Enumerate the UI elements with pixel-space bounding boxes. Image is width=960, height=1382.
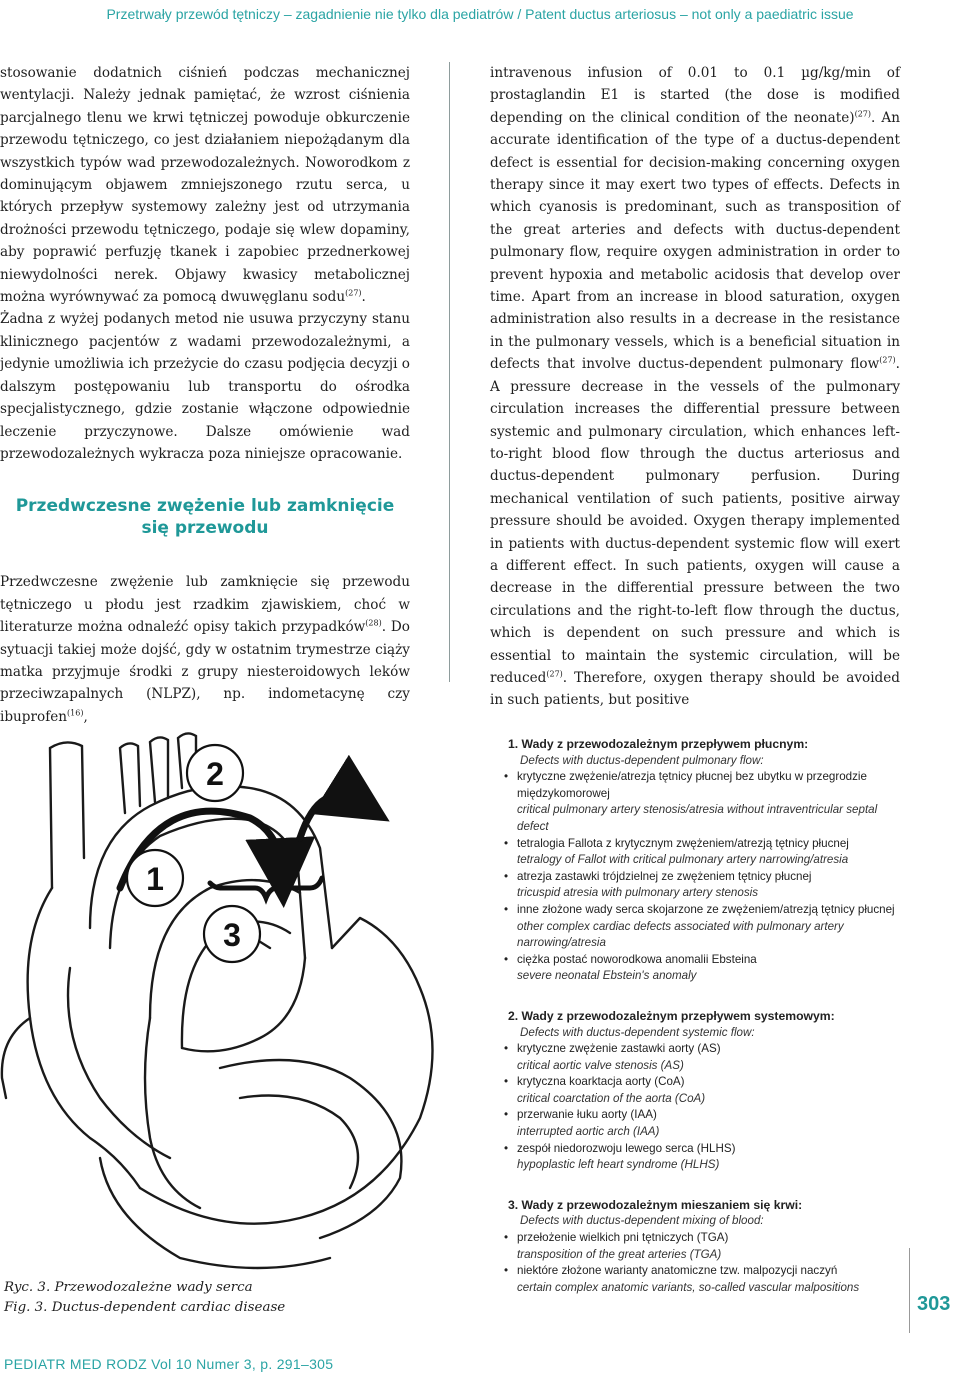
citation: (27) — [345, 288, 362, 298]
column-divider — [449, 62, 450, 682]
running-head: Przetrwały przewód tętniczy – zagadnienie nie tylko dla pediatrów / Patent ductus arteriosus – not only a paediatric issue — [106, 6, 854, 22]
legend-item: • krytyczne zwężenie/atrezja tętnicy płucnej bez ubytku w przegrodzie międzykomorowej critical pulmonary artery stenosis/atresia without intraventricular septal defect — [500, 769, 900, 835]
legend-group-1 — [500, 736, 900, 985]
legend-item: • inne złożone wady serca skojarzone ze zwężeniem/atrezją tętnicy płucnej other complex cardiac defects associated with pulmonary artery narrowing/atresia — [500, 902, 900, 952]
left-paragraph-3: Przedwczesne zwężenie lub zamknięcie się przewodu tętniczego u płodu jest rzadkim zjawiskiem, choć w literaturze można odnaleźć opisy takich przypadków$^{(28)}$. Do sytuacji takiej może dojść, gdy w ostatnim trymestrze ciąży matka przyjmuje środki z grupy niesteroidowych leków przeciwzapalnych (NLPZ), np. indometacynę czy ibuprofen$^{(16)}$, — [0, 574, 410, 725]
legend-group-subtitle: Defects with ductus-dependent mixing of blood: — [520, 1214, 764, 1228]
legend-item: • krytyczne zwężenie zastawki aorty (AS) critical aortic valve stenosis (AS) — [500, 1041, 900, 1074]
defect-legend — [500, 736, 900, 1319]
journal-footer: PEDIATR MED RODZ Vol 10 Numer 3, p. 291–305 — [4, 1356, 334, 1372]
left-paragraph-2: Żadna z wyżej podanych metod nie usuwa przyczyny stanu klinicznego pacjentów z wadami przewodozależnymi, a jedynie umożliwia ich przeżycie do czasu podjęcia decyzji o dalszym postępowaniu lub transportu do ośrodka specjalistycznego, gdzie zostanie włączone odpowiednie leczenie przyczynowe. Dalsze omówienie wad przewodozależnych wykracza poza niniejsze opracowanie. — [0, 311, 410, 462]
label-3: 3 — [223, 917, 241, 953]
legend-group-title: 1. Wady z przewodozależnym przepływem płucnym: — [508, 737, 809, 751]
left-column — [0, 62, 410, 728]
page-number: 303 — [917, 1293, 951, 1315]
citation: (28) — [365, 618, 382, 628]
right-column — [490, 62, 900, 712]
legend-group-subtitle: Defects with ductus-dependent systemic flow: — [520, 1025, 755, 1039]
heart-illustration — [0, 718, 465, 1278]
section-heading: Przedwczesne zwężenie lub zamknięcie się przewodu — [15, 496, 395, 539]
legend-group-3 — [500, 1197, 900, 1297]
left-paragraph-1: stosowanie dodatnich ciśnień podczas mechanicznej wentylacji. Należy jednak pamiętać, że wzrost ciśnienia parcjalnego tlenu we krwi tętniczej powoduje obkurczenie przewodu tętniczego, co jest działaniem niepożądanym dla wszystkich typów wad przewodozależnych. Noworodkom z dominującym objawem zmniejszonego rzutu serca, u których przepływ systemowy zależny jest od utrzymania drożności przewodu tętniczego, podaje się wlew dopaminy, aby poprawić perfuzję tkanek i zapobiec przednerkowej niewydolności nerek. Objawy kwasicy metabolicznej można wyrównywać za pomocą dwuwęglanu sodu$^{(27)}$. — [0, 65, 410, 306]
legend-item: • przełożenie wielkich pni tętniczych (TGA) transposition of the great arteries (TGA) — [500, 1230, 900, 1263]
citation: (16) — [67, 708, 84, 718]
figure-caption — [4, 1278, 285, 1318]
legend-group-title: 3. Wady z przewodozależnym mieszaniem się krwi: — [508, 1197, 803, 1212]
legend-item: • tetralogia Fallota z krytycznym zwężeniem/atrezją tętnicy płucnej tetralogy of Fallot with critical pulmonary artery narrowing/atresia — [500, 836, 900, 869]
legend-group-subtitle: Defects with ductus-dependent pulmonary flow: — [520, 753, 764, 767]
right-paragraph: intravenous infusion of 0.01 to 0.1 µg/kg/min of prostaglandin E1 is started (the dose is modified depending on the clinical condition of the neonate)$^{(27)}$. An accurate identification of the type of a ductus-dependent defect is essential for decision-making concerning oxygen therapy since it may exert two types of effects. Defects in which cyanosis is predominant, such as transposition of the great arteries and defects with ductus-dependent pulmonary flow, require oxygen administration in order to prevent hypoxia and metabolic acidosis that develop over time. Apart from an increase in blood saturation, oxygen administration also results in a decrease in the resistance in the pulmonary vessels, which is a beneficial situation in defects that involve ductus-dependent pulmonary flow$^{(27)}$. A pressure decrease in the vessels of the pulmonary circulation increases the differential pressure between systemic and pulmonary circulation, which enhances left-to-right blood flow through the ductus arteriosus and ductus-dependent pulmonary perfusion. During mechanical ventilation of such patients, positive airway pressure should be avoided. Oxygen therapy implemented in patients with ductus-dependent systemic flow will exert a different effect. In such patients, oxygen will cause a decrease in the differential pressure between the two circulations and the right-to-left flow through the ductus, which is dependent on such pressure and which is essential to maintain the systemic circulation, will be reduced$^{(27)}$. Therefore, oxygen therapy should be avoided in such patients, but positive — [490, 65, 900, 709]
page-number-divider — [909, 1248, 910, 1333]
legend-group-2 — [500, 1008, 900, 1174]
label-2: 2 — [206, 756, 224, 792]
caption-polish: Ryc. 3. Przewodozależne wady serca — [4, 1280, 253, 1295]
legend-item: • zespół niedorozwoju lewego serca (HLHS) hypoplastic left heart syndrome (HLHS) — [500, 1141, 900, 1174]
legend-item: • krytyczna koarktacja aorty (CoA) critical coarctation of the aorta (CoA) — [500, 1074, 900, 1107]
citation: (27) — [854, 109, 871, 119]
legend-item: • ciężka postać noworodkowa anomalii Ebsteina severe neonatal Ebstein's anomaly — [500, 952, 900, 985]
caption-english: Fig. 3. Ductus-dependent cardiac disease — [4, 1300, 286, 1315]
legend-group-title: 2. Wady z przewodozależnym przepływem systemowym: — [508, 1008, 835, 1023]
legend-item: • niektóre złożone warianty anatomiczne tzw. malpozycji naczyń certain complex anatomic variants, so-called vascular malpositions — [500, 1263, 900, 1296]
legend-item: • przerwanie łuku aorty (IAA) interrupted aortic arch (IAA) — [500, 1107, 900, 1140]
citation: (27) — [546, 669, 563, 679]
label-1: 1 — [146, 861, 164, 897]
heart-diagram — [0, 718, 465, 1278]
legend-item: • atrezja zastawki trójdzielnej ze zwężeniem tętnicy płucnej tricuspid atresia with pulmonary artery stenosis — [500, 869, 900, 902]
citation: (27) — [879, 355, 896, 365]
